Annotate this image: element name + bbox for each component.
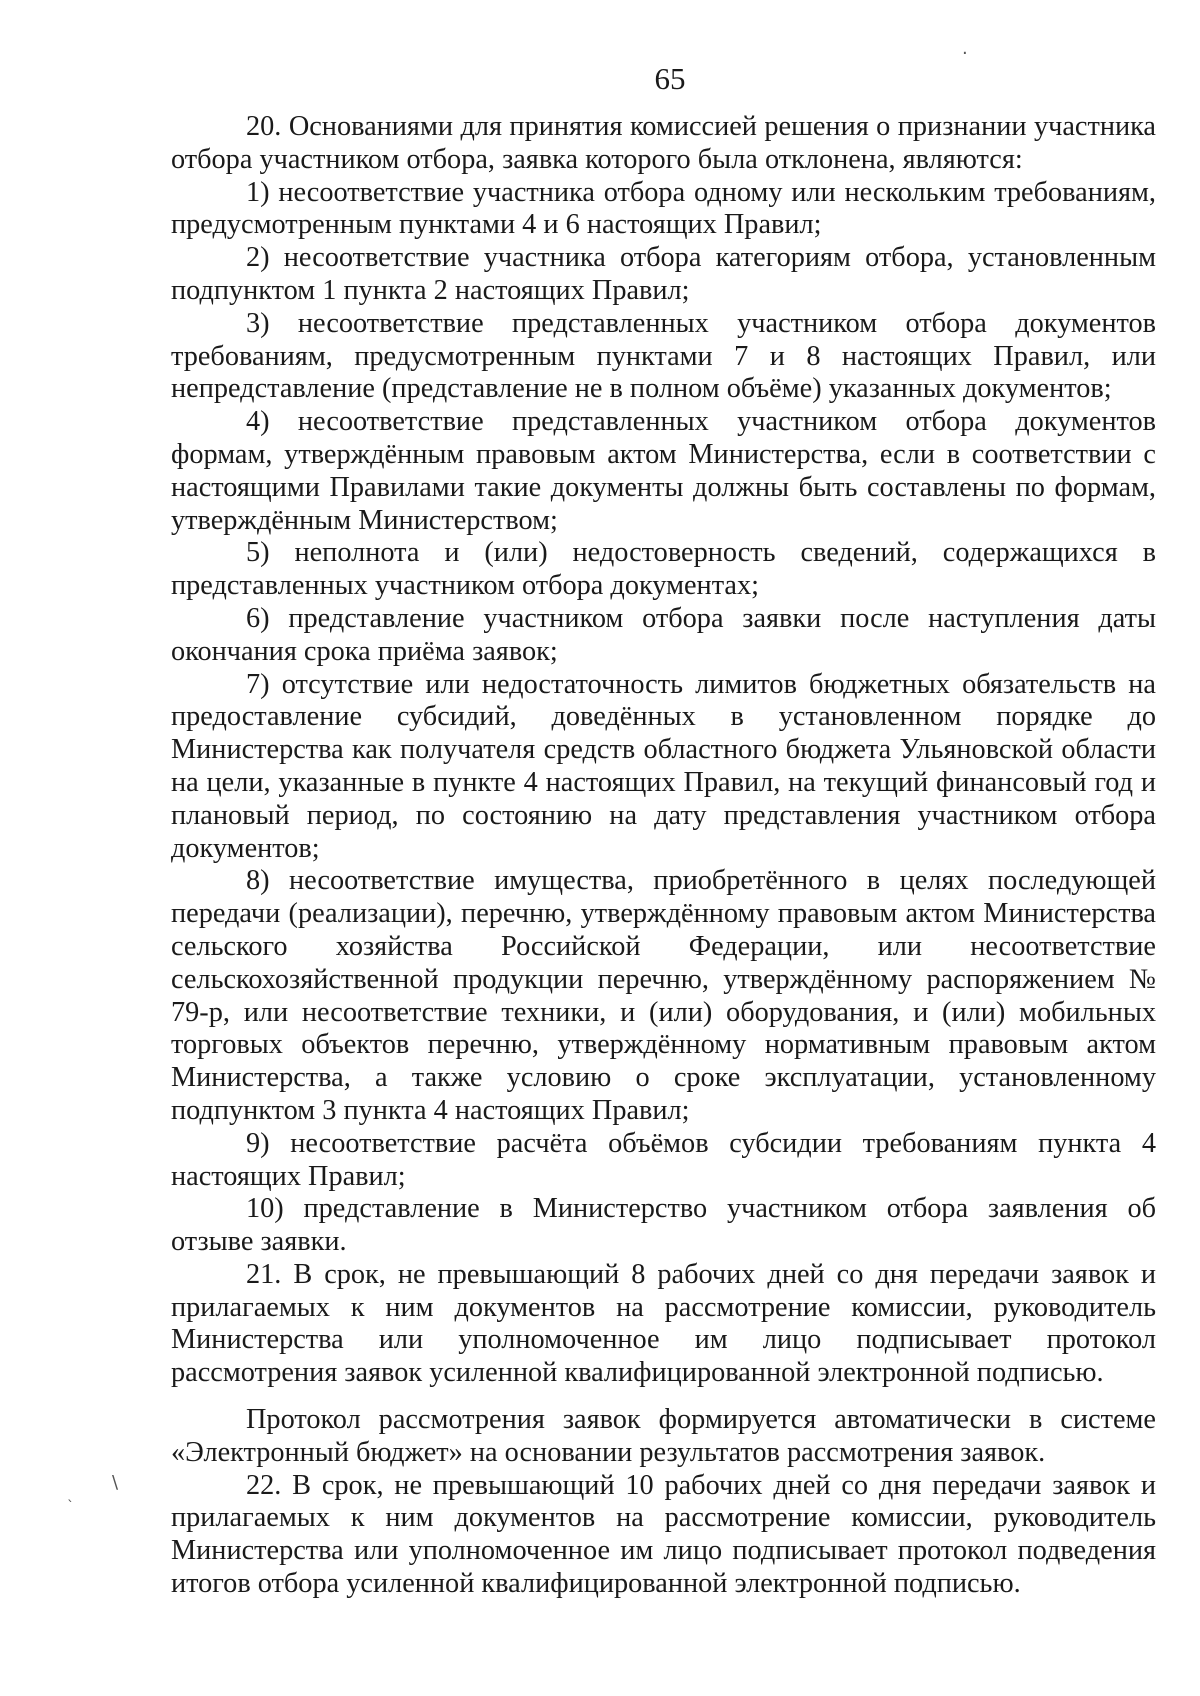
paragraph-item-20: 20. Основаниями для принятия комиссией решения о признании участника отбора участником отбора, заявка которого была отклонена, являются: (171, 111, 1156, 175)
paragraph-protocol-note: Протокол рассмотрения заявок формируется автоматически в системе «Электронный бюджет» на основании результатов рассмотрения заявок. (171, 1404, 1156, 1468)
paragraph-subitem-5: 5) неполнота и (или) недостоверность сведений, содержащихся в представленных участником отбора документах; (171, 537, 1156, 602)
paragraph-item-22: 22. В срок, не превышающий 10 рабочих дней со дня передачи заявок и прилагаемых к ним документов на рассмотрение комиссии, руководитель Министерства или уполномоченное им лицо подписывает протокол подведения итогов отбора усиленной квалифицированной электронной подписью. (171, 1469, 1156, 1600)
paragraph-subitem-9: 9) несоответствие расчёта объёмов субсидии требованиям пункта 4 настоящих Правил; (171, 1127, 1156, 1192)
paragraph-subitem-1: 1) несоответствие участника отбора одному или нескольким требованиям, предусмотренным пунктами 4 и 6 настоящих Правил; (171, 176, 1156, 241)
paragraph-item-21: 21. В срок, не превышающий 8 рабочих дней со дня передачи заявок и прилагаемых к ним документов на рассмотрение комиссии, руководитель Министерства или уполномоченное им лицо подписывает протокол рассмотрения заявок усиленной квалифицированной электронной подписью. (171, 1258, 1156, 1389)
paragraph-subitem-3: 3) несоответствие представленных участником отбора документов требованиям, предусмотренным пунктами 7 и 8 настоящих Правил, или непредставление (представление не в полном объёме) указанных документов; (171, 307, 1156, 405)
paragraph-subitem-4: 4) несоответствие представленных участником отбора документов формам, утверждённым правовым актом Министерства, если в соответствии с настоящими Правилами такие документы должны быть составлены по формам, утверждённым Министерством; (171, 406, 1156, 536)
paragraph-subitem-7: 7) отсутствие или недостаточность лимитов бюджетных обязательств на предоставление субсидий, доведённых в установленном порядке до Министерства как получателя средств областного бюджета Ульяновской области на цели, указанные в пункте 4 настоящих Правил, на текущий финансовый год и плановый период, по состоянию на дату представления участником отбора документов; (171, 668, 1156, 864)
document-body (171, 111, 1156, 1601)
paragraph-subitem-8: 8) несоответствие имущества, приобретённого в целях последующей передачи (реализации), перечню, утверждённому правовым актом Министерства сельского хозяйства Российской Федерации, или несоответствие сельскохозяйственной продукции перечню, утверждённому распоряжением № 79-р, или несоответствие техники, и (или) оборудования, и (или) мобильных торговых объектов перечню, утверждённому нормативным правовым актом Министерства, а также условию о сроке эксплуатации, установленному подпунктом 3 пункта 4 настоящих Правил; (171, 865, 1156, 1126)
scan-artifact-mark: ` (67, 1499, 74, 1515)
paragraph-subitem-2: 2) несоответствие участника отбора категориям отбора, установленным подпунктом 1 пункта 2 настоящих Правил; (171, 242, 1156, 306)
scan-artifact-mark: . (962, 38, 968, 59)
scan-artifact-mark: \ (112, 1472, 119, 1493)
page-number: 65 (654, 61, 686, 96)
paragraph-subitem-10: 10) представление в Министерство участником отбора заявления об отзыве заявки. (171, 1193, 1156, 1258)
paragraph-subitem-6: 6) представление участником отбора заявки после наступления даты окончания срока приёма заявок; (171, 602, 1156, 667)
